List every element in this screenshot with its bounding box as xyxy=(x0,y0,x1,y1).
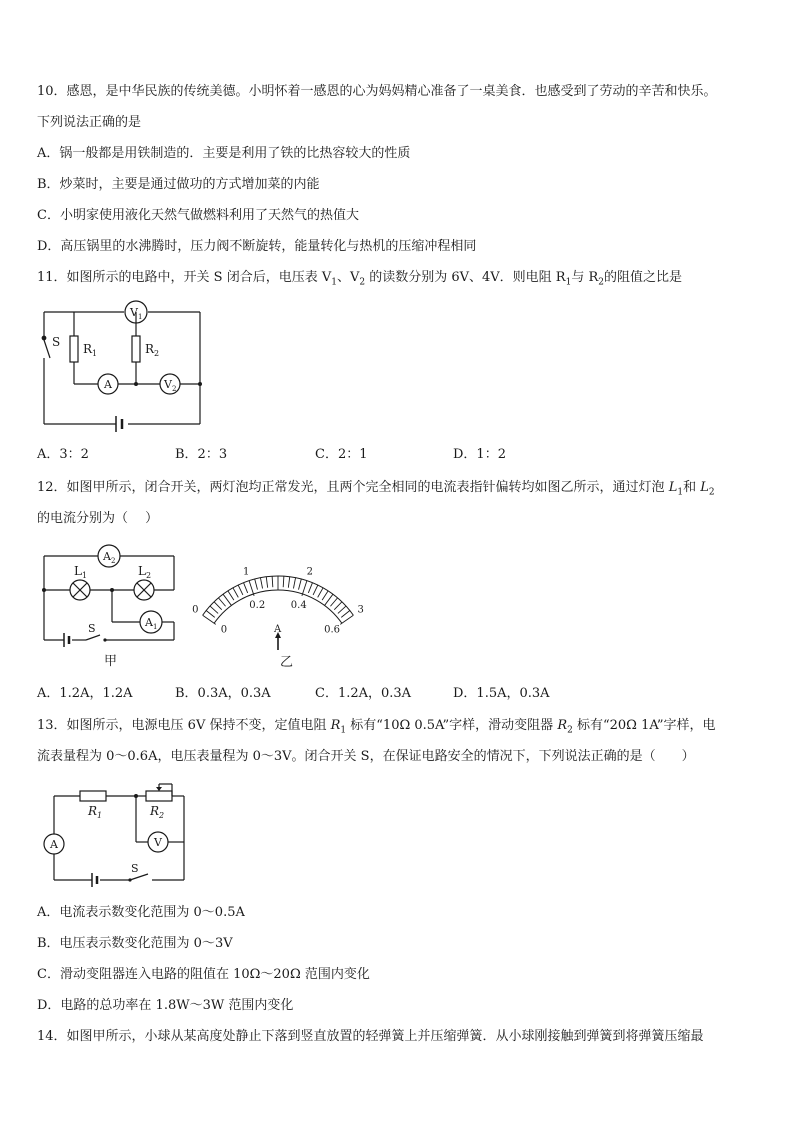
q12-meter-arc xyxy=(214,590,342,623)
q12-meter-tick xyxy=(244,583,248,593)
q13-circuit-diagram xyxy=(38,782,198,892)
q10-option-d: D．高压锅里的水沸腾时，压力阀不断旋转，能量转化与热机的压缩冲程相同 xyxy=(37,239,477,254)
q12-meter-tick xyxy=(293,578,295,589)
q12-meter-tick xyxy=(318,588,323,598)
q12-meter-tick xyxy=(272,576,273,587)
q12-ammeter-dial-yi xyxy=(190,550,370,675)
q12-meter-tick xyxy=(299,579,302,590)
q12-option-b: B．0.3A，0.3A xyxy=(175,686,271,701)
q12-meter-tick xyxy=(330,598,337,606)
q11-stem: 11．如图所示的电路中，开关 S 闭合后，电压表 $V_1$、$V_2$ 的读数分别为 6V、4V．则电阻 $R_1$与 $R_2$的阻值之比是 xyxy=(37,270,683,288)
q12-a2-label: $A_2$ xyxy=(103,550,116,565)
q12-circuit-diagram-jia xyxy=(36,540,186,670)
q10-option-a: A．锅一般都是用铁制造的．主要是利用了铁的比热容较大的性质 xyxy=(37,146,411,161)
q12-meter-inner-tick-label: 0.2 xyxy=(249,599,266,611)
q12-l2-label: $L_2$ xyxy=(138,564,152,580)
q12-caption-jia: 甲 xyxy=(104,654,118,669)
q12-meter-outer-tick-label: 1 xyxy=(243,566,250,578)
q13-ammeter-label: A xyxy=(50,838,58,851)
q12-meter-unit: A xyxy=(274,624,282,635)
q12-meter-tick xyxy=(255,579,258,590)
q11-ammeter-label: A xyxy=(104,378,112,391)
q12-meter-tick xyxy=(260,578,262,589)
q12-meter-tick xyxy=(228,591,234,600)
q14-stem-line1: 14．如图甲所示，小球从某高度处静止下落到竖直放置的轻弹簧上并压缩弹簧．从小球刚接触到弹簧到将弹簧压缩最 xyxy=(37,1029,704,1044)
q12-meter-tick xyxy=(313,585,318,595)
q12-stem-line1: 12．如图甲所示，闭合开关，两灯泡均正常发光，且两个完全相同的电流表指针偏转均如图乙所示，通过灯泡 $L_1$和 $L_2$ xyxy=(37,480,715,498)
q13-option-d: D．电路的总功率在 1.8W～3W 范围内变化 xyxy=(37,998,294,1013)
q12-meter-outer-tick-label: 2 xyxy=(306,566,313,578)
q12-meter-tick xyxy=(283,576,284,587)
q11-r2-label: $R_2$ xyxy=(145,342,160,358)
q12-meter-tick xyxy=(302,581,307,596)
q11-option-b: B．2：3 xyxy=(175,447,228,462)
q13-stem-line1: 13．如图所示，电源电压 6V 保持不变，定值电阻 $R_1$ 标有“10Ω 0.5A”字样，滑动变阻器 $R_2$ 标有“20Ω 1A”字样，电 xyxy=(37,718,716,736)
q13-voltmeter-label: V xyxy=(154,836,162,849)
q12-meter-tick xyxy=(218,598,225,606)
q12-meter-inner-tick-label: 0.6 xyxy=(324,624,341,636)
q13-option-b: B．电压表示数变化范围为 0～3V xyxy=(37,936,233,951)
q12-meter-tick xyxy=(233,588,238,598)
q12-meter-tick xyxy=(223,594,231,605)
q11-option-a: A．3：2 xyxy=(37,447,89,462)
q12-meter-tick xyxy=(325,594,333,605)
q12-caption-yi: 乙 xyxy=(280,655,294,670)
q11-v1-label: $V_1$ xyxy=(130,306,143,321)
q11-option-c: C．2：1 xyxy=(315,447,368,462)
q12-option-a: A．1.2A，1.2A xyxy=(37,686,133,701)
q12-stem-line2: 的电流分别为（ ） xyxy=(37,511,159,526)
q11-switch-label: S xyxy=(52,335,61,349)
q12-meter-tick xyxy=(322,591,328,600)
q11-circuit-diagram xyxy=(30,298,210,438)
q12-meter-tick xyxy=(266,577,267,588)
q12-meter-tick xyxy=(206,611,215,618)
q11-r1-label: $R_1$ xyxy=(83,342,98,358)
q12-a1-label: $A_1$ xyxy=(145,616,158,631)
q12-option-c: C．1.2A，0.3A xyxy=(315,686,412,701)
q13-option-a: A．电流表示数变化范围为 0～0.5A xyxy=(37,905,245,920)
q13-r1-label: $R_1$ xyxy=(88,804,103,820)
q12-meter-inner-tick-label: 0 xyxy=(220,624,228,636)
q13-switch-label: S xyxy=(131,862,139,875)
q12-meter-tick xyxy=(308,583,312,593)
q12-meter-tick xyxy=(338,606,346,613)
q12-l1-label: $L_1$ xyxy=(74,564,88,580)
q13-stem-line2: 流表量程为 0～0.6A，电压表量程为 0～3V。闭合开关 S，在保证电路安全的情况下，下列说法正确的是（ ） xyxy=(37,749,695,764)
q12-meter-outer-tick-label: 3 xyxy=(357,604,364,616)
q12-meter-tick xyxy=(214,602,222,610)
q12-meter-tick xyxy=(249,581,254,596)
q12-meter-inner-tick-label: 0.4 xyxy=(290,599,307,611)
q12-meter-tick xyxy=(238,585,243,595)
q12-meter-tick xyxy=(210,606,218,613)
q13-r2-label: $R_2$ xyxy=(150,804,165,820)
q10-option-b: B．炒菜时，主要是通过做功的方式增加菜的内能 xyxy=(37,177,320,192)
q12-option-d: D．1.5A，0.3A xyxy=(453,686,550,701)
q13-option-c: C．滑动变阻器连入电路的阻值在 10Ω～20Ω 范围内变化 xyxy=(37,967,370,982)
q11-option-d: D．1：2 xyxy=(453,447,506,462)
q12-switch-label: S xyxy=(88,622,96,635)
q12-meter-tick xyxy=(334,602,342,610)
q12-meter-tick xyxy=(341,611,350,618)
q10-stem-line2: 下列说法正确的是 xyxy=(37,115,142,130)
q12-meter-tick xyxy=(288,577,289,588)
q10-stem-line1: 10．感恩，是中华民族的传统美德。小明怀着一感恩的心为妈妈精心准备了一桌美食．也感受到了劳动的辛苦和快乐。 xyxy=(37,84,717,99)
q10-option-c: C．小明家使用液化天然气做燃料利用了天然气的热值大 xyxy=(37,208,359,223)
q12-meter-outer-tick-label: 0 xyxy=(192,604,199,616)
q11-v2-label: $V_2$ xyxy=(164,378,177,393)
